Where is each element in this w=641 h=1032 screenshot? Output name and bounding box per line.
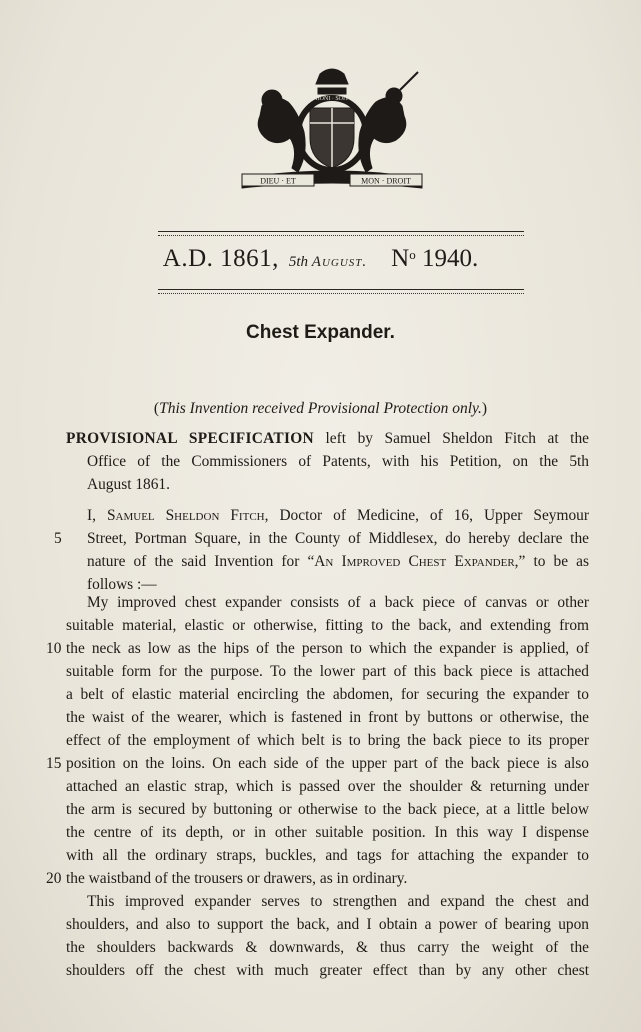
royal-coat-of-arms-icon	[232, 66, 432, 196]
body-line: attached an elastic strap, which is passed over the shoulder & returning under	[66, 778, 589, 795]
body-line: the waist of the wearer, which is fastened in front by buttons or otherwise, the	[66, 709, 589, 726]
body-line: position on the loins. On each side of the upper part of the back piece is also	[66, 755, 589, 772]
body-line: shoulders off the chest with much greater effect than by any other chest	[66, 962, 589, 979]
body-line: suitable material, elastic or otherwise, fitting to the back, and extending from	[66, 617, 589, 634]
motto-left: DIEU · ET	[260, 176, 296, 186]
spec-line-3: August 1861.	[87, 476, 170, 493]
bottom-rule	[158, 289, 524, 294]
body-line: follows :—	[87, 576, 157, 593]
date-day: 5th	[288, 254, 309, 270]
line-number: 5	[54, 530, 62, 547]
invention-title: An Improved Chest Expander,	[314, 553, 519, 570]
body-line	[87, 553, 589, 571]
spec-heading: PROVISIONAL SPECIFICATION	[66, 430, 314, 447]
body-text: I,	[87, 507, 96, 524]
line-number: 15	[46, 755, 62, 772]
body-line: Street, Portman Square, in the County of Middlesex, do hereby declare the	[87, 530, 589, 547]
note-open: (	[153, 400, 160, 417]
note-text: This Invention received Provisional Protection only.	[159, 400, 482, 417]
body-line: effect of the employment of which belt is to bring the back piece to its proper	[66, 732, 589, 749]
body-line: suitable form for the purpose. To the lower part of this back piece is attached	[66, 663, 589, 680]
number-prefix: N	[391, 245, 410, 272]
date-month: August.	[311, 254, 368, 270]
body-line: the shoulders backwards & downwards, & thus carry the weight of the	[66, 939, 589, 956]
garter-motto: HONI · SOIT	[315, 96, 349, 102]
body-line: My improved chest expander consists of a back piece of canvas or other	[87, 594, 589, 611]
body-text: Doctor of Medicine, of 16, Upper Seymour	[279, 507, 589, 524]
body-line: shoulders, and also to support the back, and I obtain a power of bearing upon	[66, 916, 589, 933]
body-line	[87, 507, 589, 525]
patent-number	[391, 245, 478, 272]
inventor-name: Samuel Sheldon Fitch,	[106, 507, 269, 524]
spec-line-1-text: left by Samuel Sheldon Fitch at the	[325, 430, 589, 447]
line-number: 10	[46, 640, 62, 657]
protection-note	[0, 400, 641, 418]
date	[289, 254, 367, 270]
line-number: 20	[46, 870, 62, 887]
ad-year: A.D. 1861,	[162, 245, 279, 272]
body-line: a belt of elastic material encircling the abdomen, for securing the expander to	[66, 686, 589, 703]
spec-line-1	[66, 430, 589, 448]
body-text: nature of the said Invention for “	[87, 553, 315, 570]
body-line: the centre of its depth, or in other suitable position. In this way I dispense	[66, 824, 589, 841]
top-rule	[158, 231, 524, 236]
patent-header	[0, 245, 641, 273]
body-line: the waistband of the trousers or drawers, as in ordinary.	[66, 870, 408, 887]
body-line: with all the ordinary straps, buckles, and tags for attaching the expander to	[66, 847, 589, 864]
number-sup: o	[409, 247, 416, 262]
body-line: the arm is secured by buttoning or otherwise to the back piece, at a little below	[66, 801, 589, 818]
spec-line-2: Office of the Commissioners of Patents, with his Petition, on the 5th	[87, 453, 589, 470]
body-text: ” to be as	[518, 553, 590, 570]
body-line: This improved expander serves to strengthen and expand the chest and	[87, 893, 589, 910]
number-value: 1940.	[421, 245, 479, 272]
note-close: )	[481, 400, 488, 417]
document-title: Chest Expander.	[246, 322, 395, 343]
body-line: the neck as low as the hips of the person to which the expander is applied, of	[66, 640, 589, 657]
motto-right: MON · DROIT	[361, 176, 411, 186]
